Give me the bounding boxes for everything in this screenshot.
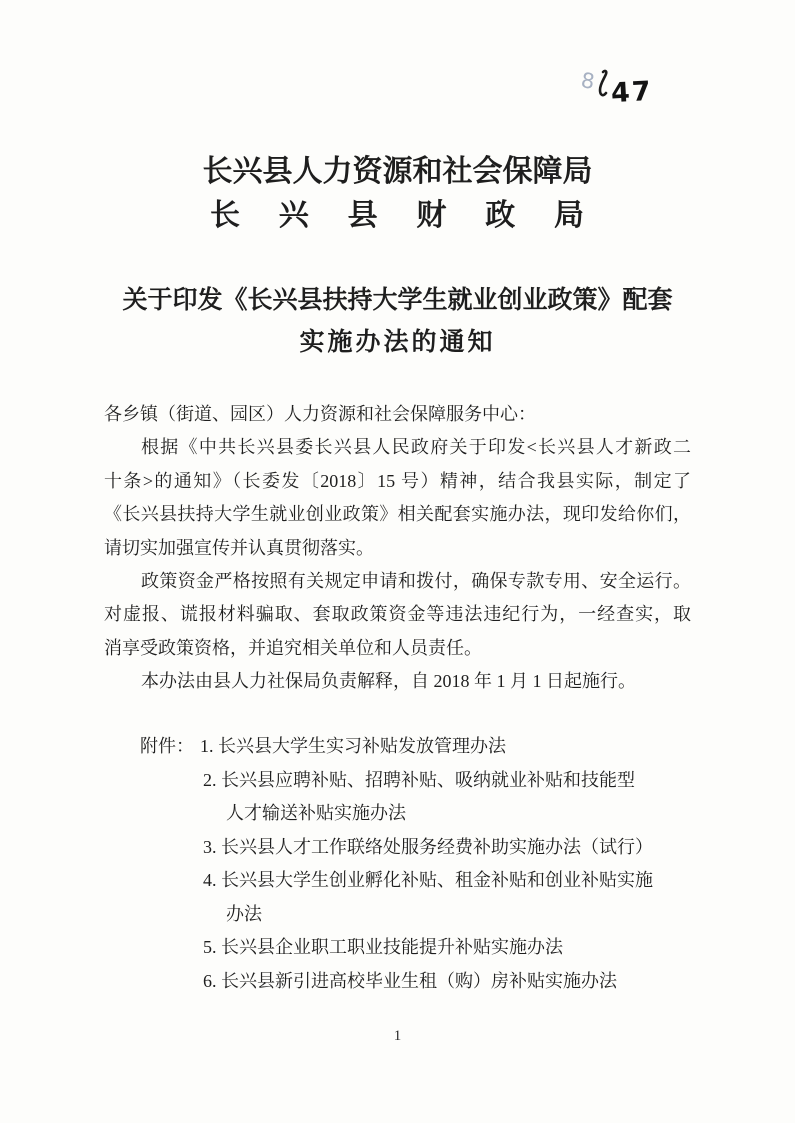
issuing-org-secondary: 长兴县财政局 — [210, 199, 584, 232]
body-line: 请切实加强宣传并认真贯彻落实。 — [104, 537, 374, 558]
attachments-list — [140, 730, 710, 998]
attachments-label: 附件： — [140, 736, 194, 756]
document-body — [104, 398, 691, 699]
body-line: 根据《中共长兴县委长兴县人民政府关于印发<长兴县人才新政二 — [141, 437, 691, 458]
attachment-line: 人才输送补贴实施办法 — [226, 803, 406, 823]
document-title-line1: 关于印发《长兴县扶持大学生就业创业政策》配套 — [122, 287, 673, 314]
body-line: 各乡镇（街道、园区）人力资源和社会保障服务中心： — [104, 404, 536, 424]
document-title-line2: 实施办法的通知 — [299, 329, 496, 356]
attachment-line: 4. 长兴县大学生创业孵化补贴、租金补贴和创业补贴实施 — [203, 870, 653, 890]
attachment-line: 办法 — [226, 903, 262, 924]
body-line: 《长兴县扶持大学生就业创业政策》相关配套实施办法，现印发给你们， — [104, 504, 691, 525]
attachment-line: 3. 长兴县人才工作联络处服务经费补助实施办法（试行） — [203, 836, 653, 857]
body-line: 本办法由县人力社保局负责解释，自 2018 年 1 月 1 日起施行。 — [141, 671, 636, 692]
body-line: 对虚报、谎报材料骗取、套取政策资金等违法违纪行为，一经查实，取 — [104, 604, 691, 625]
attachment-line — [140, 730, 710, 764]
issuing-org-primary: 长兴县人力资源和社会保障局 — [202, 155, 593, 188]
handwritten-number-dark: 47 — [610, 75, 654, 110]
body-line: 消享受政策资格，并追究相关单位和人员责任。 — [104, 637, 482, 658]
body-line: 政策资金严格按照有关规定申请和拨付，确保专款专用、安全运行。 — [141, 570, 691, 591]
body-line: 十条>的通知》（长委发〔2018〕15 号）精神，结合我县实际，制定了 — [104, 470, 691, 491]
attachment-item-text: 1. 长兴县大学生实习补贴发放管理办法 — [200, 736, 506, 756]
page-number: 1 — [393, 1028, 402, 1044]
attachment-line: 5. 长兴县企业职工职业技能提升补贴实施办法 — [203, 937, 563, 957]
handwritten-number-light: 8 — [579, 68, 597, 94]
attachment-line: 6. 长兴县新引进高校毕业生租（购）房补贴实施办法 — [203, 970, 617, 991]
attachment-line: 2. 长兴县应聘补贴、招聘补贴、吸纳就业补贴和技能型 — [203, 769, 635, 790]
handwritten-annotation — [579, 64, 654, 110]
pen-stroke-icon — [595, 68, 610, 104]
